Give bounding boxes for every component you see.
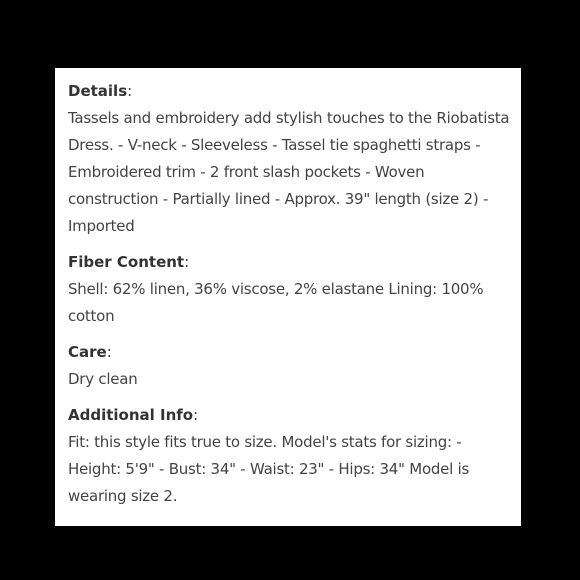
additional-info-text: Fit: this style fits true to size. Model's stats for sizing: - Height: 5'9" - Bust: 34" - Waist: 23" - Hips: 34" Model is wearing size 2. — [68, 433, 470, 505]
fiber-content-text: Shell: 62% linen, 36% viscose, 2% elastane Lining: 100% cotton — [68, 280, 484, 325]
details-text: Tassels and embroidery add stylish touches to the Riobatista Dress. - V-neck - Sleeveless - Tassel tie spaghetti straps - Embroidered trim - 2 front slash pockets - Woven construction - Partially lined - Approx. 39" length (size 2) - Imported — [68, 109, 510, 235]
care-text: Dry clean — [68, 370, 138, 388]
section-heading: Details: — [68, 82, 133, 100]
fiber-content-section — [68, 249, 521, 330]
additional-info-section — [68, 402, 521, 510]
section-heading: Fiber Content: — [68, 253, 190, 271]
section-heading: Additional Info: — [68, 406, 199, 424]
care-section — [68, 339, 521, 393]
details-section — [68, 78, 521, 240]
product-info-card — [55, 68, 521, 526]
section-heading: Care: — [68, 343, 112, 361]
